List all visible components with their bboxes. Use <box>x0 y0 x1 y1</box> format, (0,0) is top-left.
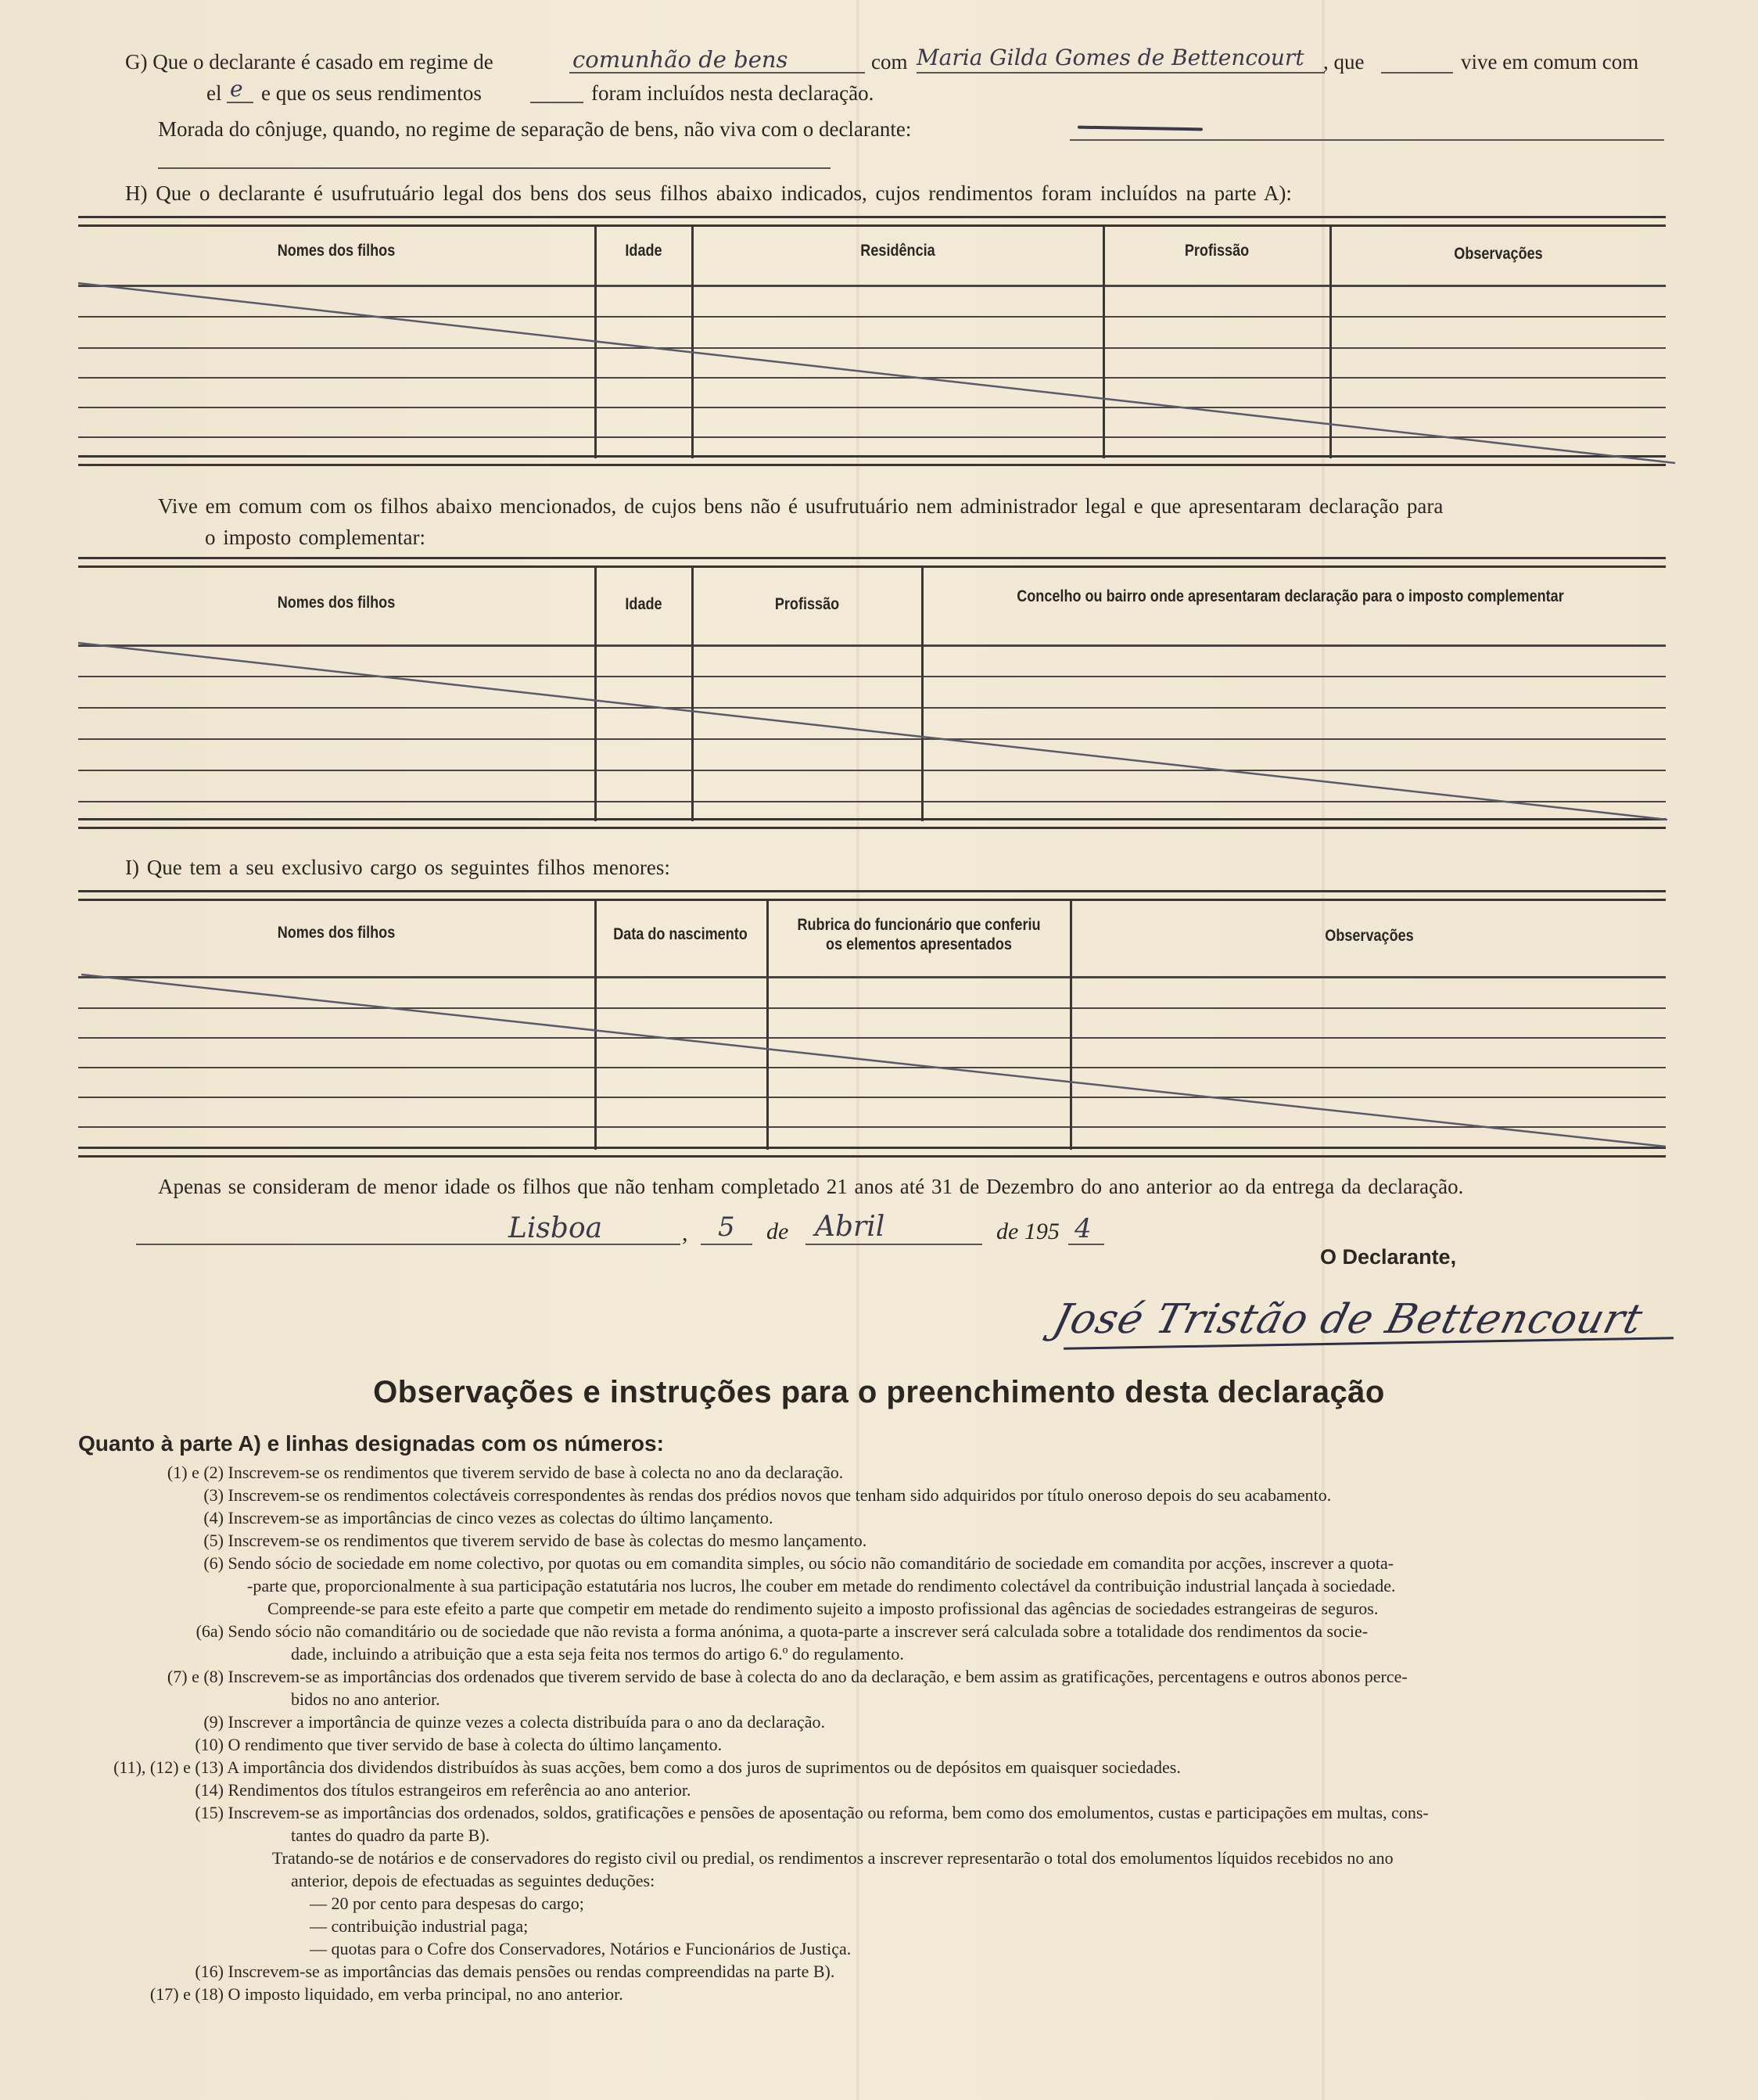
table-i-header-rubrica: Rubrica do funcionário que conferiu os elementos apresentados <box>797 916 1041 954</box>
regime-handwritten[interactable]: comunhão de bens <box>572 46 788 73</box>
paper-fold <box>1322 0 1325 2100</box>
year-handwritten[interactable]: 4 <box>1075 1213 1092 1244</box>
city-handwritten[interactable]: Lisboa <box>508 1212 603 1244</box>
signature[interactable]: José Tristão de Bettencourt <box>1048 1296 1648 1343</box>
table-vive-header-profissao: Profissão <box>774 595 840 613</box>
spouse-field-line <box>917 72 1325 74</box>
table-vive-bottom-border <box>78 818 1666 829</box>
table-i-rule <box>78 976 594 978</box>
vive-blank-line <box>1381 72 1453 74</box>
table-h-col-divider <box>594 227 597 458</box>
table-h-top-border <box>78 216 1666 227</box>
table-vive-header-idade: Idade <box>625 595 662 613</box>
instruction-item: (16) Inscrevem-se as importâncias das demais pensões ou rendas compreendidas na parte B). <box>195 1962 835 1981</box>
table-i-col-divider <box>1070 899 1072 1150</box>
paper-fold <box>856 0 859 2100</box>
rendimentos-blank-line <box>530 102 583 103</box>
table-i-col-divider <box>766 899 769 1150</box>
table-vive-top-border <box>78 557 1666 568</box>
table-h-rule <box>596 285 1666 287</box>
table-i-row <box>78 1126 1666 1128</box>
table-h-col-divider <box>691 227 694 458</box>
table-vive-col-divider <box>921 568 924 821</box>
day-handwritten[interactable]: 5 <box>718 1212 735 1243</box>
table-i-top-border <box>78 890 1666 901</box>
instruction-item: tantes do quadro da parte B). <box>291 1825 490 1845</box>
instruction-item: Tratando-se de notários e de conservadores do registo civil ou predial, os rendimentos a inscrever representarão o total dos emolumentos líquidos recebidos no ano <box>272 1848 1394 1868</box>
el-field-line <box>227 102 253 103</box>
table-h-row <box>78 407 1666 408</box>
instruction-item: — quotas para o Cofre dos Conservadores, Notários e Funcionários de Justiça. <box>310 1939 852 1958</box>
section-g-text: G) Que o declarante é casado em regime de <box>125 50 493 74</box>
table-h-col-divider <box>1329 227 1332 458</box>
table-h-bottom-border <box>78 455 1666 466</box>
strike-line-i <box>81 975 1666 1147</box>
table-i-rule <box>596 976 1666 978</box>
instruction-item: (9) Inscrever a importância de quinze vezes a colecta distribuída para o ano da declaração. <box>203 1712 825 1732</box>
table-i-header-nomes: Nomes dos filhos <box>277 924 396 942</box>
declarante-label: O Declarante, <box>1320 1245 1457 1269</box>
section-h-intro: H) Que o declarante é usufrutuário legal dos bens dos seus filhos abaixo indicados, cujos rendimentos foram incluídos na parte A): <box>125 181 1292 205</box>
instructions-subtitle: Quanto à parte A) e linhas designadas com os números: <box>78 1431 664 1456</box>
table-vive-row <box>78 738 1666 740</box>
instruction-item: (4) Inscrevem-se as importâncias de cinco vezes as colectas do último lançamento. <box>203 1508 773 1527</box>
table-vive-row <box>78 770 1666 771</box>
instruction-item: bidos no ano anterior. <box>291 1689 440 1709</box>
table-h-row <box>78 436 1666 438</box>
table-vive-col-divider <box>594 568 597 821</box>
menor-idade-note: Apenas se consideram de menor idade os filhos que não tenham completado 21 anos até 31 de Dezembro do ano anterior ao da entrega da declaração. <box>158 1175 1464 1198</box>
vive-em-comum-text: vive em comum com <box>1461 50 1639 74</box>
table-h-header-residencia: Residência <box>860 242 935 260</box>
table-vive-row <box>78 676 1666 677</box>
instruction-item: (6a) Sendo sócio não comanditário ou de sociedade que não revista a forma anónima, a quota-parte a inscrever será calculada sobre a totalidade dos rendimentos da socie- <box>196 1621 1369 1641</box>
instruction-item: -parte que, proporcionalmente à sua participação estatutária nos lucros, lhe couber em metade do rendimento colectável da contribuição industrial lançada à sociedade. <box>247 1576 1396 1596</box>
table-vive-rule <box>78 644 594 647</box>
table-i-col-divider <box>594 899 597 1150</box>
table-h-row <box>78 377 1666 379</box>
el-text: el <box>206 81 222 105</box>
spouse-handwritten[interactable]: Maria Gilda Gomes de Bettencourt <box>917 45 1304 70</box>
de-text-1: de <box>766 1219 789 1244</box>
table-h-col-divider <box>1103 227 1105 458</box>
table-vive-header-concelho: Concelho ou bairro onde apresentaram declaração para o imposto complementar <box>1017 587 1564 605</box>
day-field-line <box>701 1244 752 1245</box>
instruction-item: — 20 por cento para despesas do cargo; <box>310 1894 584 1913</box>
table-h-row <box>78 347 1666 349</box>
morada-dash-mark <box>1078 126 1203 131</box>
instruction-item: dade, incluindo a atribuição que a esta seja feita nos termos do artigo 6.º do regulamento. <box>291 1644 904 1664</box>
table-i-bottom-border <box>78 1147 1666 1158</box>
instruction-item: Compreende-se para este efeito a parte que competir em metade do rendimento sujeito a imposto profissional das agências de sociedades estrangeiras de seguros. <box>267 1599 1379 1618</box>
table-vive-col-divider <box>691 568 694 821</box>
table-i-row <box>78 1067 1666 1068</box>
date-comma: , <box>682 1220 688 1246</box>
morada-field-line <box>1070 139 1664 141</box>
de-195-text: de 195 <box>996 1219 1060 1244</box>
table-i-row <box>78 1007 1666 1009</box>
instruction-item: — contribuição industrial paga; <box>310 1916 529 1936</box>
instruction-item: (1) e (2) Inscrevem-se os rendimentos que tiverem servido de base à colecta no ano da declaração. <box>167 1463 844 1482</box>
table-vive-row <box>78 801 1666 802</box>
instruction-item: (15) Inscrevem-se as importâncias dos ordenados, soldos, gratificações e pensões de aposentação ou reforma, bem como dos emolumentos, custas e participações em multas, cons- <box>195 1803 1429 1822</box>
instruction-item: (7) e (8) Inscrevem-se as importâncias dos ordenados que tiverem servido de base à colecta do ano da declaração, e bem assim as gratificações, percentagens e outros abonos perce- <box>167 1667 1408 1686</box>
instruction-item: (11), (12) e (13) A importância dos dividendos distribuídos às suas acções, bem como a dos juros de suprimentos ou de depósitos em quaisquer sociedades. <box>113 1757 1181 1777</box>
que-text: , que <box>1323 50 1365 74</box>
table-h-rule <box>78 285 594 287</box>
table-vive-rule <box>596 644 1666 647</box>
strike-line-vive <box>78 643 1667 820</box>
instructions-title: Observações e instruções para o preenchimento desta declaração <box>373 1375 1385 1409</box>
table-i-header-observacoes: Observações <box>1325 927 1414 945</box>
instruction-item: anterior, depois de efectuadas as seguintes deduções: <box>291 1871 655 1890</box>
month-handwritten[interactable]: Abril <box>815 1211 885 1243</box>
table-vive-header-nomes: Nomes dos filhos <box>277 594 396 612</box>
instruction-item: (17) e (18) O imposto liquidado, em verba principal, no ano anterior. <box>149 1984 623 2004</box>
morada-label: Morada do cônjuge, quando, no regime de separação de bens, não viva com o declarante: <box>158 117 912 141</box>
rendimentos-text: e que os seus rendimentos <box>261 81 482 105</box>
morada-field-line-2 <box>158 167 831 169</box>
instruction-item: (10) O rendimento que tiver servido de base à colecta do último lançamento. <box>195 1735 723 1754</box>
instruction-item: (3) Inscrevem-se os rendimentos colectáveis correspondentes às rendas dos prédios novos que tenham sido adquiridos por título oneroso depois do seu acabamento. <box>203 1485 1332 1505</box>
table-i-row <box>78 1037 1666 1039</box>
instruction-item: (6) Sendo sócio de sociedade em nome colectivo, por quotas ou em comandita simples, ou sócio não comanditário de sociedade em comandita por acções, inscrever a quota- <box>203 1553 1394 1573</box>
com-text: com <box>871 50 908 74</box>
incluidos-text: foram incluídos nesta declaração. <box>591 81 874 105</box>
instruction-item: (14) Rendimentos dos títulos estrangeiros em referência ao ano anterior. <box>195 1780 691 1800</box>
instruction-item: (5) Inscrevem-se os rendimentos que tiverem servido de base às colectas do mesmo lançamento. <box>203 1531 867 1550</box>
table-vive-row <box>78 707 1666 709</box>
el-handwritten[interactable]: e <box>230 76 243 102</box>
section-i-intro: I) Que tem a seu exclusivo cargo os seguintes filhos menores: <box>125 856 670 879</box>
table-i-row <box>78 1097 1666 1098</box>
table-i-header-data: Data do nascimento <box>613 925 748 943</box>
table-h-header-idade: Idade <box>625 242 662 260</box>
table-h-row <box>78 316 1666 318</box>
table-h-header-observacoes: Observações <box>1454 245 1543 263</box>
table-h-header-profissao: Profissão <box>1184 242 1250 260</box>
vive-intro-line1: Vive em comum com os filhos abaixo mencionados, de cujos bens não é usufrutuário nem administrador legal e que apresentaram declaração para <box>158 494 1444 518</box>
vive-intro-line2: o imposto complementar: <box>205 526 425 549</box>
month-field-line <box>805 1244 982 1245</box>
table-h-header-nomes: Nomes dos filhos <box>277 242 396 260</box>
